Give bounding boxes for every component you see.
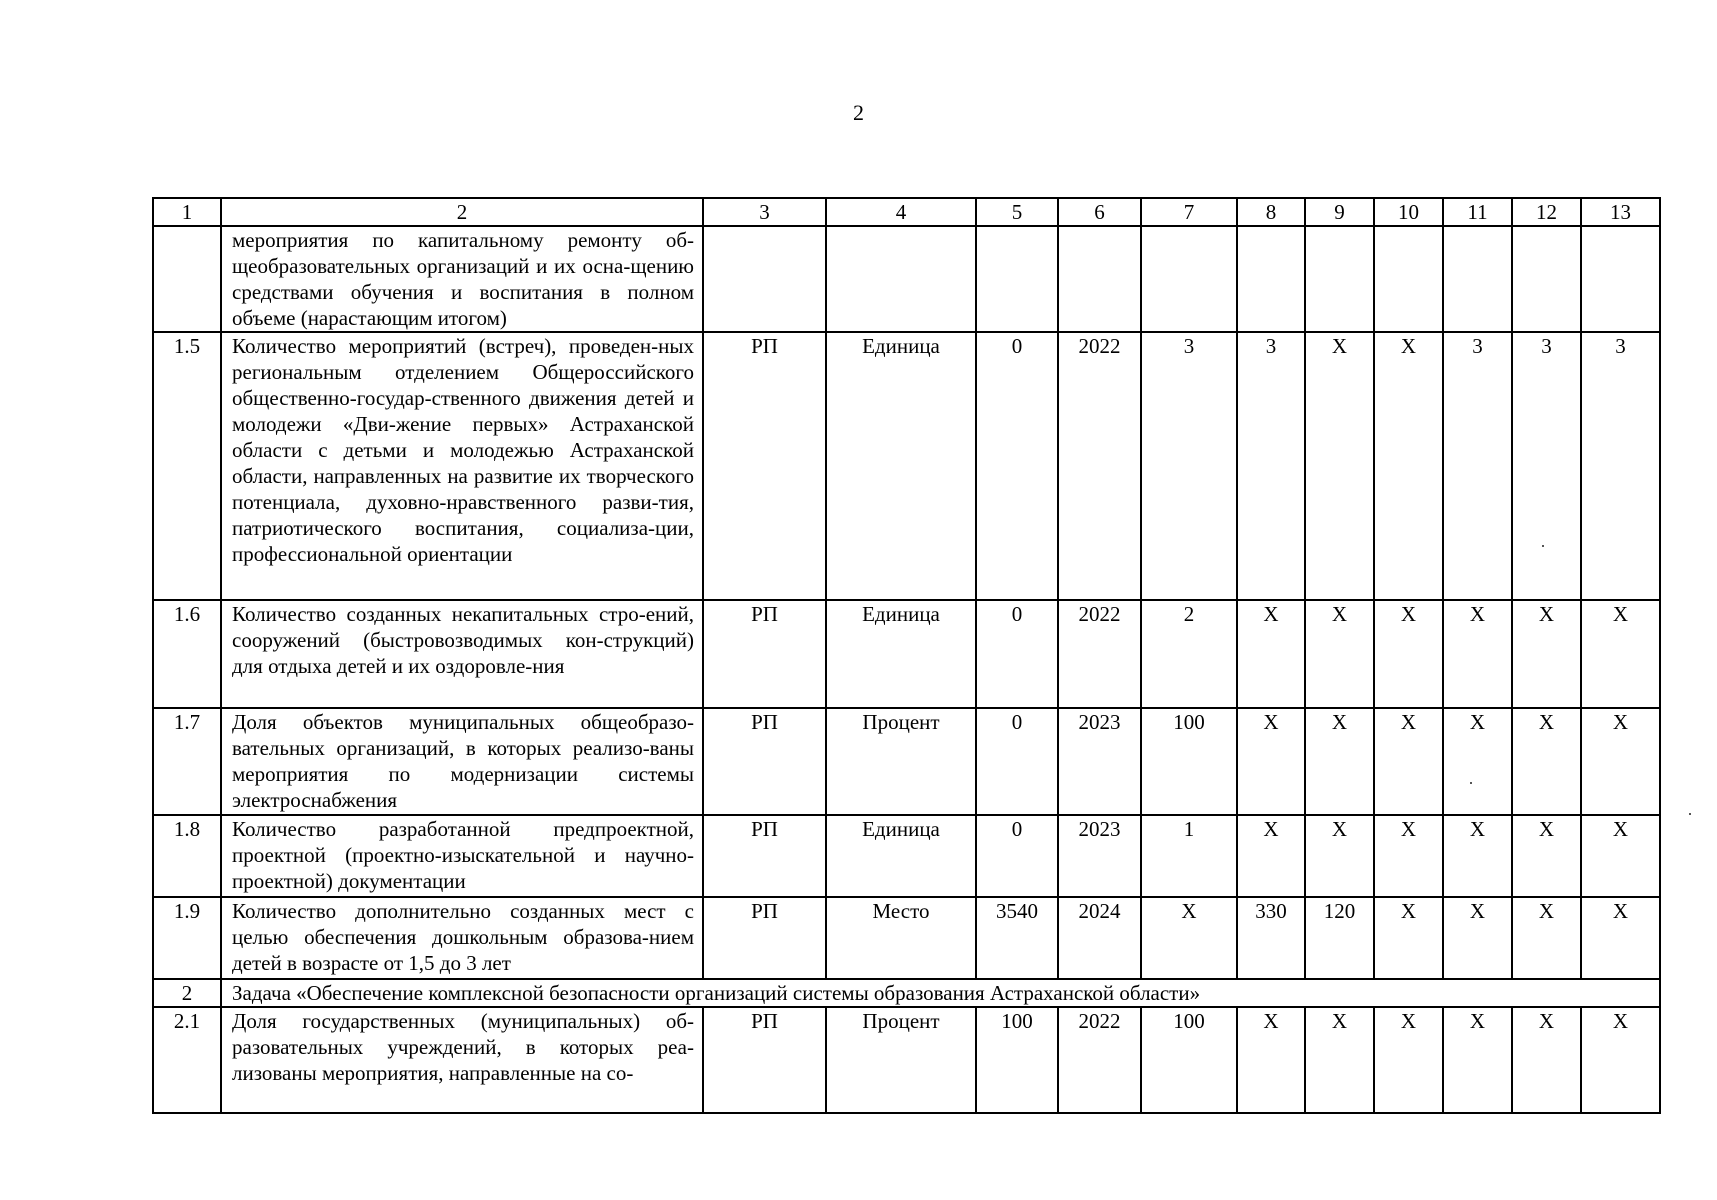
row-number: 1.6 <box>153 600 221 708</box>
value-cell: 3 <box>1443 332 1512 600</box>
unit-cell: Единица <box>826 332 976 600</box>
value-cell: 0 <box>976 708 1058 815</box>
value-cell: Х <box>1305 332 1374 600</box>
header-cell: 2 <box>221 198 703 226</box>
value-cell <box>1581 226 1660 332</box>
value-cell: Х <box>1443 897 1512 979</box>
value-cell: Х <box>1581 897 1660 979</box>
indicator-description: Доля государственных (муниципальных) об-разовательных учреждений, в которых реа-лизованы мероприятия, направленные на со- <box>221 1007 703 1113</box>
source-cell <box>703 226 826 332</box>
value-cell: Х <box>1237 600 1305 708</box>
task-title: Задача «Обеспечение комплексной безопасности организаций системы образования Астраханской области» <box>221 979 1660 1007</box>
value-cell: Х <box>1374 1007 1443 1113</box>
value-cell: Х <box>1237 1007 1305 1113</box>
value-cell: Х <box>1512 897 1581 979</box>
row-number: 1.8 <box>153 815 221 897</box>
source-cell: РП <box>703 1007 826 1113</box>
value-cell: 2023 <box>1058 815 1141 897</box>
value-cell: Х <box>1305 600 1374 708</box>
table-row <box>153 1007 1660 1113</box>
header-cell: 9 <box>1305 198 1374 226</box>
value-cell: Х <box>1443 600 1512 708</box>
header-cell: 7 <box>1141 198 1237 226</box>
value-cell: 3 <box>1512 332 1581 600</box>
value-cell: Х <box>1141 897 1237 979</box>
row-number: 1.5 <box>153 332 221 600</box>
indicator-description: Количество дополнительно созданных мест с целью обеспечения дошкольным образова-нием детей в возрасте от 1,5 до 3 лет <box>221 897 703 979</box>
header-cell: 5 <box>976 198 1058 226</box>
value-cell: 2024 <box>1058 897 1141 979</box>
value-cell: 100 <box>1141 1007 1237 1113</box>
indicator-description: Количество созданных некапитальных стро-ений, сооружений (быстровозводимых кон-струкций) для отдыха детей и их оздоровле-ния <box>221 600 703 708</box>
value-cell: Х <box>1443 708 1512 815</box>
value-cell: 330 <box>1237 897 1305 979</box>
header-cell: 12 <box>1512 198 1581 226</box>
value-cell <box>1141 226 1237 332</box>
value-cell: 0 <box>976 815 1058 897</box>
value-cell: 0 <box>976 332 1058 600</box>
source-cell: РП <box>703 332 826 600</box>
indicator-description: Доля объектов муниципальных общеобразо-вательных организаций, в которых реализо-ваны мероприятия по модернизации системы электроснабжения <box>221 708 703 815</box>
value-cell: 100 <box>1141 708 1237 815</box>
table-row <box>153 600 1660 708</box>
source-cell: РП <box>703 897 826 979</box>
row-number: 2.1 <box>153 1007 221 1113</box>
value-cell: Х <box>1374 600 1443 708</box>
unit-cell: Место <box>826 897 976 979</box>
scan-speck <box>1689 813 1691 815</box>
unit-cell <box>826 226 976 332</box>
header-cell: 13 <box>1581 198 1660 226</box>
value-cell: Х <box>1305 1007 1374 1113</box>
table-row <box>153 708 1660 815</box>
header-cell: 6 <box>1058 198 1141 226</box>
value-cell: Х <box>1237 815 1305 897</box>
value-cell <box>1443 226 1512 332</box>
value-cell: Х <box>1581 1007 1660 1113</box>
header-cell: 8 <box>1237 198 1305 226</box>
value-cell: Х <box>1237 708 1305 815</box>
value-cell <box>1512 226 1581 332</box>
value-cell <box>976 226 1058 332</box>
value-cell: Х <box>1443 815 1512 897</box>
task-number: 2 <box>153 979 221 1007</box>
value-cell: Х <box>1374 815 1443 897</box>
value-cell <box>1237 226 1305 332</box>
table-row <box>153 226 1660 332</box>
value-cell: Х <box>1512 708 1581 815</box>
indicator-description: Количество мероприятий (встреч), проведен-ных региональным отделением Общероссийского общественно-государ-ственного движения детей и молодежи «Дви-жение первых» Астраханской области с детьми и молодежью Астраханской области, направленных на развитие их творческого потенциала, духовно-нравственного разви-тия, патриотического воспитания, социализа-ции, профессиональной ориентации <box>221 332 703 600</box>
value-cell: 3 <box>1581 332 1660 600</box>
table-row <box>153 815 1660 897</box>
value-cell <box>1058 226 1141 332</box>
value-cell <box>1305 226 1374 332</box>
value-cell: 0 <box>976 600 1058 708</box>
unit-cell: Единица <box>826 815 976 897</box>
value-cell: Х <box>1443 1007 1512 1113</box>
task-row <box>153 979 1660 1007</box>
page-number: 2 <box>853 100 864 125</box>
header-cell: 10 <box>1374 198 1443 226</box>
value-cell: 2022 <box>1058 332 1141 600</box>
unit-cell: Процент <box>826 708 976 815</box>
value-cell: 120 <box>1305 897 1374 979</box>
scan-speck <box>1542 545 1544 547</box>
value-cell: 3 <box>1237 332 1305 600</box>
value-cell: Х <box>1374 897 1443 979</box>
header-cell: 1 <box>153 198 221 226</box>
value-cell: Х <box>1512 815 1581 897</box>
value-cell: Х <box>1305 708 1374 815</box>
row-number <box>153 226 221 332</box>
source-cell: РП <box>703 600 826 708</box>
value-cell: Х <box>1374 332 1443 600</box>
row-number: 1.9 <box>153 897 221 979</box>
header-cell: 3 <box>703 198 826 226</box>
header-cell: 4 <box>826 198 976 226</box>
value-cell: Х <box>1305 815 1374 897</box>
source-cell: РП <box>703 815 826 897</box>
unit-cell: Единица <box>826 600 976 708</box>
value-cell: Х <box>1374 708 1443 815</box>
value-cell: Х <box>1581 708 1660 815</box>
indicator-description: Количество разработанной предпроектной, проектной (проектно-изыскательной и научно-проектной) документации <box>221 815 703 897</box>
value-cell: Х <box>1581 815 1660 897</box>
source-cell: РП <box>703 708 826 815</box>
value-cell: 2023 <box>1058 708 1141 815</box>
table-row <box>153 897 1660 979</box>
value-cell: 2 <box>1141 600 1237 708</box>
row-number: 1.7 <box>153 708 221 815</box>
indicator-description: мероприятия по капитальному ремонту об-щеобразовательных организаций и их осна-щению средствами обучения и воспитания в полном объеме (нарастающим итогом) <box>221 226 703 332</box>
scan-speck <box>1470 782 1472 784</box>
header-cell: 11 <box>1443 198 1512 226</box>
value-cell: 100 <box>976 1007 1058 1113</box>
value-cell: 1 <box>1141 815 1237 897</box>
table-row <box>153 332 1660 600</box>
value-cell: 2022 <box>1058 600 1141 708</box>
value-cell: 2022 <box>1058 1007 1141 1113</box>
value-cell: Х <box>1581 600 1660 708</box>
value-cell: Х <box>1512 600 1581 708</box>
value-cell: Х <box>1512 1007 1581 1113</box>
unit-cell: Процент <box>826 1007 976 1113</box>
indicators-table <box>152 197 1661 1114</box>
value-cell <box>1374 226 1443 332</box>
value-cell: 3 <box>1141 332 1237 600</box>
value-cell: 3540 <box>976 897 1058 979</box>
header-row <box>153 198 1660 226</box>
